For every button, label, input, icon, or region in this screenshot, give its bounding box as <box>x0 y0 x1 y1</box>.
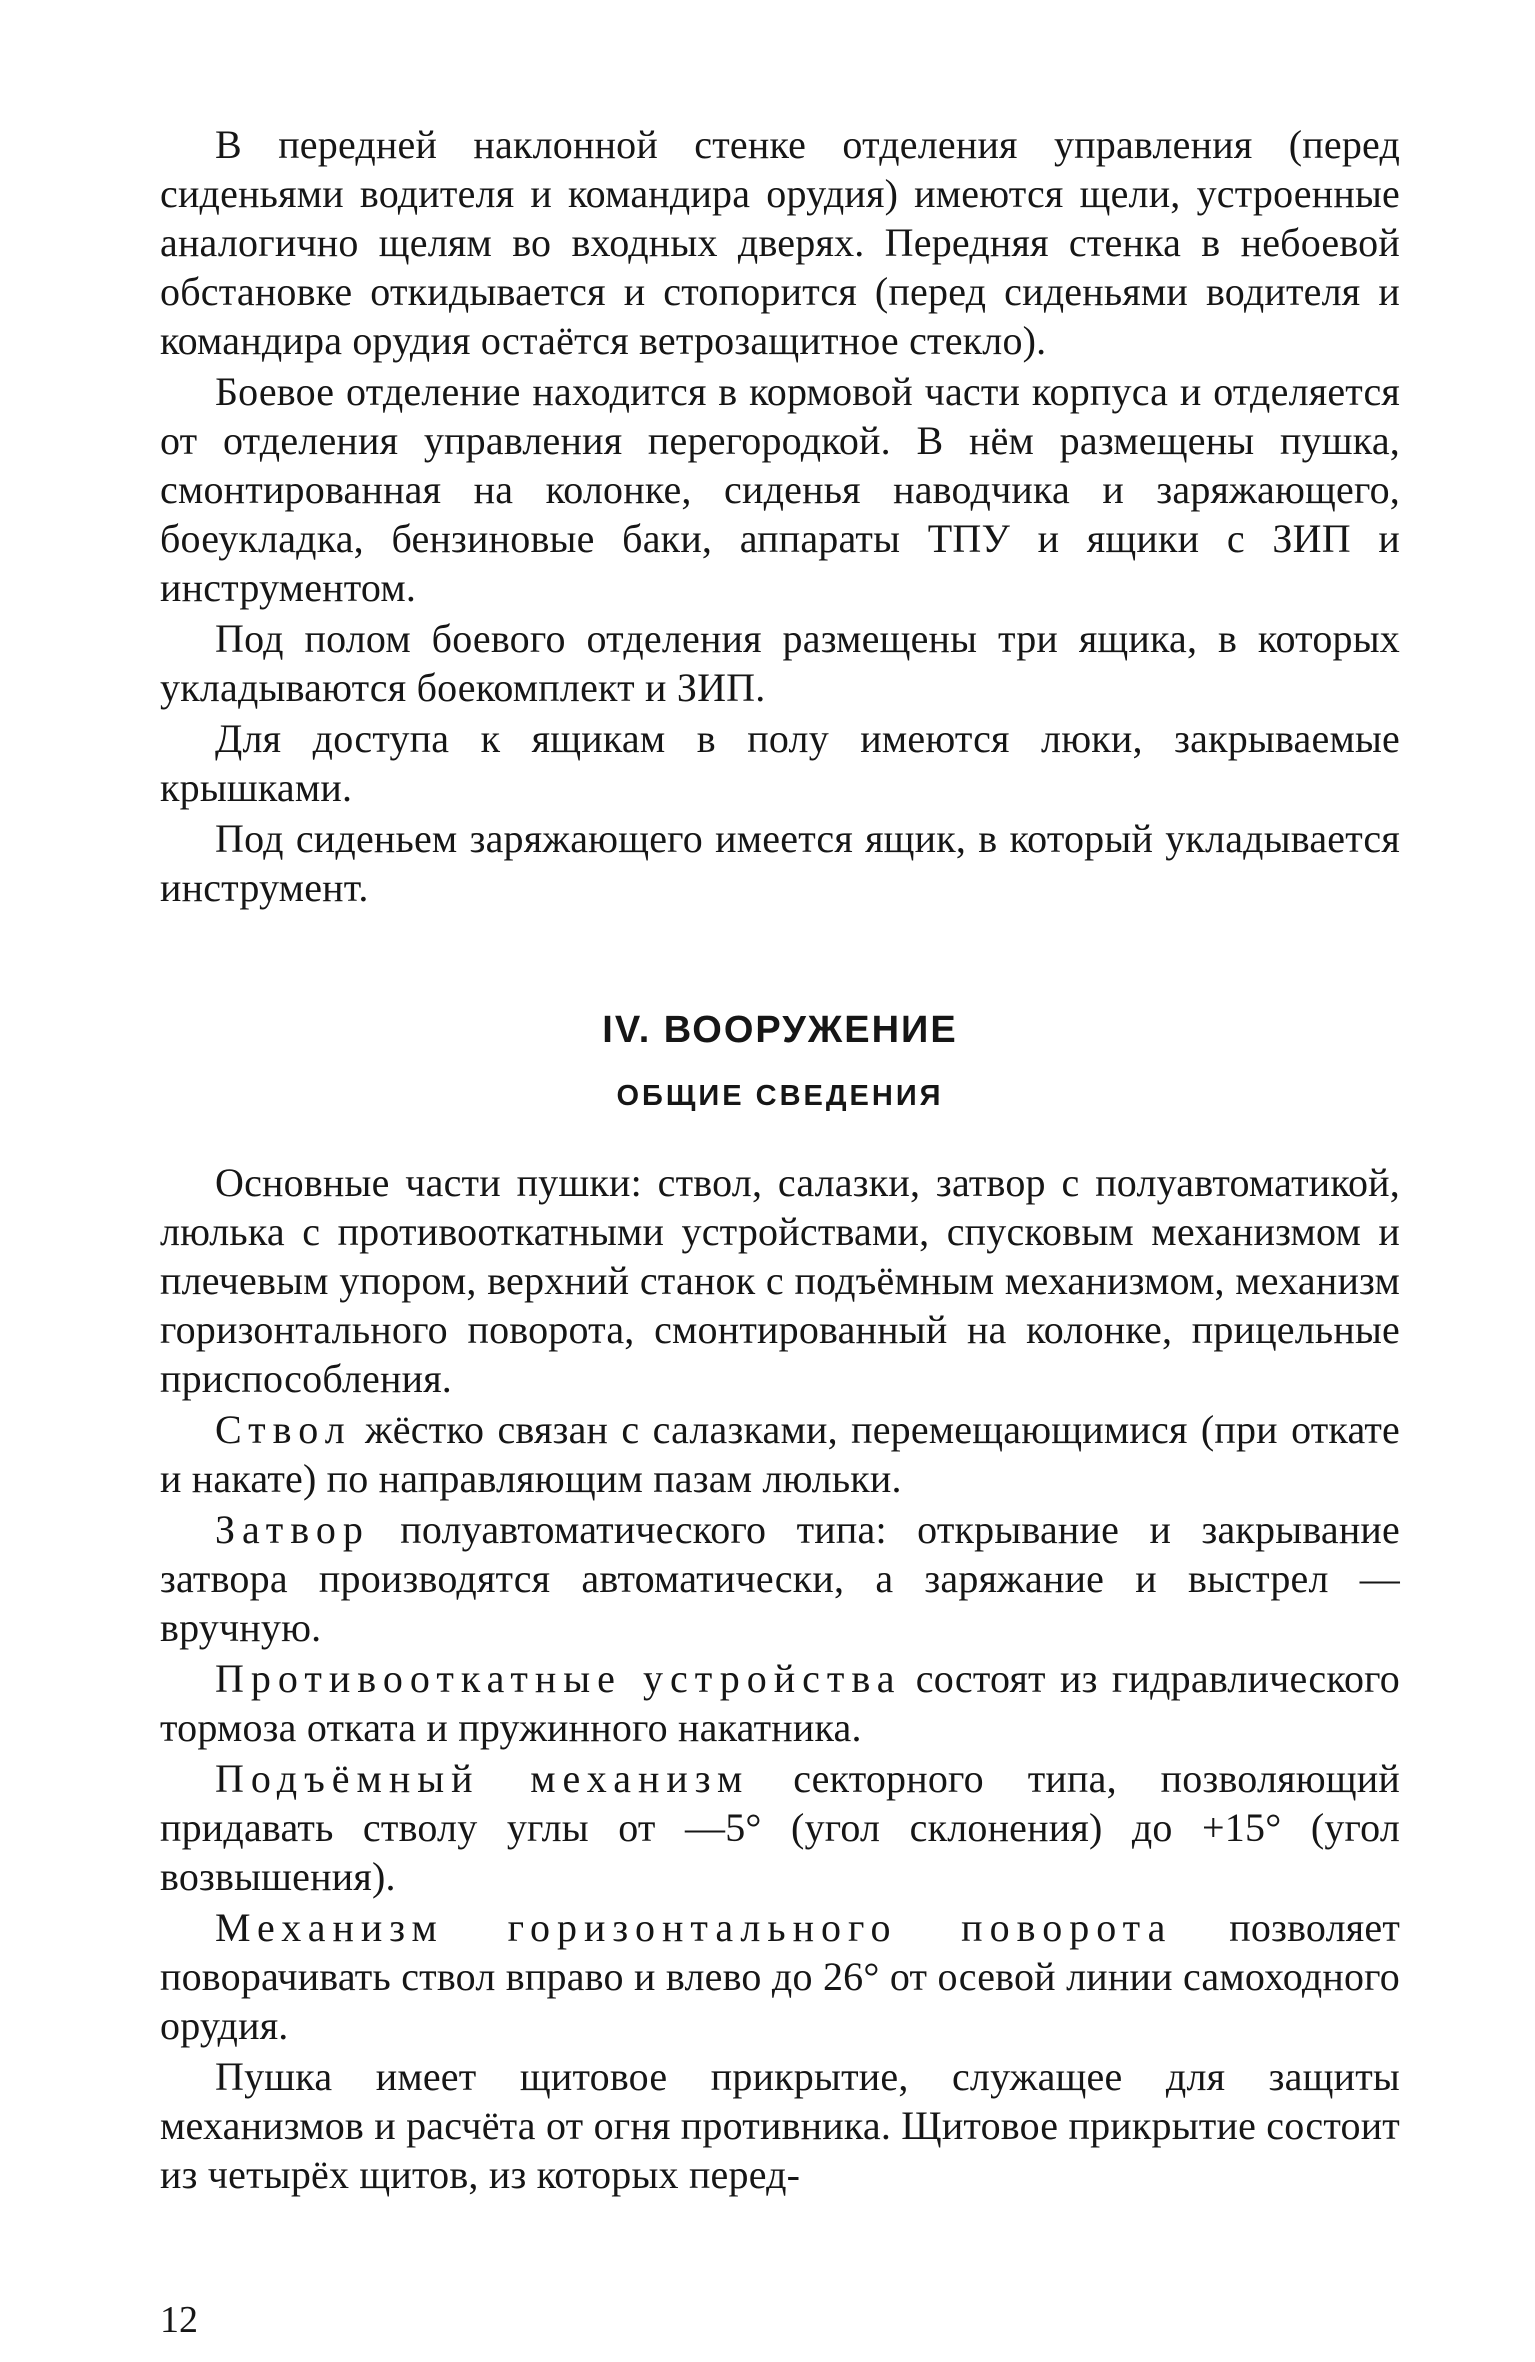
term-barrel: Ствол <box>215 1407 352 1452</box>
paragraph-under-floor-boxes: Под полом боевого отделения размещены три ящика, в которых укладываются боекомплект и ЗИП. <box>160 616 1400 710</box>
paragraph-barrel <box>160 1405 1400 1503</box>
armament-body-text <box>160 1158 1400 2199</box>
paragraph-gun-shield: Пушка имеет щитовое прикрытие, служащее для защиты механизмов и расчёта от огня противника. Щитовое прикрытие состоит из четырёх щитов, из которых перед- <box>160 2054 1400 2197</box>
paragraph-loader-seat-box: Под сиденьем заряжающего имеется ящик, в который укладывается инструмент. <box>160 816 1400 910</box>
text-recoil-devices: состоят из гидравлического тормоза отката и пружинного накатника. <box>160 1656 1400 1750</box>
paragraph-floor-hatches: Для доступа к ящикам в полу имеются люки, закрываемые крышками. <box>160 716 1400 810</box>
chapter-heading: IV. ВООРУЖЕНИЕ <box>602 1009 958 1051</box>
text-barrel: жёстко связан с салазками, перемещающимися (при откате и накате) по направляющим пазам люльки. <box>160 1407 1400 1501</box>
term-recoil-devices: Противооткатные устройства <box>215 1656 902 1701</box>
paragraph-front-wall: В передней наклонной стенке отделения управления (перед сиденьями водителя и командира орудия) имеются щели, устроенные аналогично щелям во входных дверях. Передняя стенка в небоевой обстановке откидывается и стопорится (перед сиденьями водителя и командира орудия остаётся ветрозащитное стекло). <box>160 122 1400 363</box>
paragraph-fighting-compartment: Боевое отделение находится в кормовой части корпуса и отделяется от отделения управления перегородкой. В нём размещены пушка, смонтированная на колонке, сиденья наводчика и заряжающего, боеукладка, бензиновые баки, аппараты ТПУ и ящики с ЗИП и инструментом. <box>160 369 1400 610</box>
paragraph-elevating-mechanism <box>160 1754 1400 1901</box>
page-number: 12 <box>160 2299 198 2341</box>
text-elevating-mechanism: секторного типа, позволяющий придавать стволу углы от —5° (угол склонения) до +15° (угол возвышения). <box>160 1756 1400 1899</box>
section-subheading: ОБЩИЕ СВЕДЕНИЯ <box>616 1080 944 1112</box>
text-breech: полуавтоматического типа: открывание и закрывание затвора производятся автоматически, а заряжание и выстрел — вручную. <box>160 1507 1400 1650</box>
book-page <box>160 120 1400 2341</box>
section-body-text <box>160 120 1400 912</box>
paragraph-traversing-mechanism <box>160 1903 1400 2050</box>
text-traversing-mechanism: позволяет поворачивать ствол вправо и влево до 26° от осевой линии самоходного орудия. <box>160 1905 1400 2048</box>
term-breech: Затвор <box>215 1507 370 1552</box>
paragraph-breech <box>160 1505 1400 1652</box>
paragraph-recoil-devices <box>160 1654 1400 1752</box>
paragraph-main-parts: Основные части пушки: ствол, салазки, затвор с полуавтоматикой, люлька с противооткатными устройствами, спусковым механизмом и плечевым упором, верхний станок с подъёмным механизмом, механизм горизонтального поворота, смонтированный на колонке, прицельные приспособления. <box>160 1160 1400 1401</box>
term-traversing-mechanism: Механизм горизонтального поворота <box>215 1905 1173 1950</box>
term-elevating-mechanism: Подъёмный механизм <box>215 1756 750 1801</box>
